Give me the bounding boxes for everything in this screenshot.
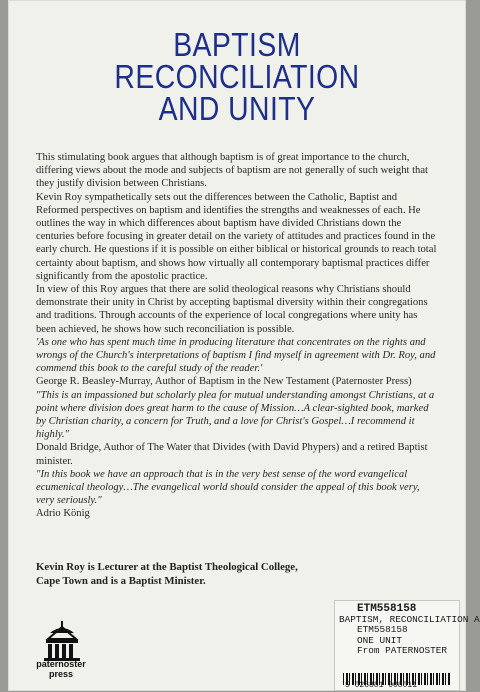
publisher-line-1: paternoster bbox=[36, 659, 86, 669]
blurb-text bbox=[36, 151, 438, 521]
quote-1-attribution: George R. Beasley-Murray, Author of Baptism in the New Testament (Paternoster Press) bbox=[36, 376, 412, 388]
quote-1-text: 'As one who has spent much time in producing literature that concentrates on the rights and wrongs of the Church's interpretations of baptism I find myself in agreement with Dr. Roy, and commend this book to the careful study of the reader.' bbox=[36, 336, 436, 375]
barcode-number: 5 028881 008011 bbox=[345, 681, 418, 690]
retail-sticker bbox=[334, 600, 480, 691]
sticker-line-3: ETM558158 bbox=[357, 624, 408, 635]
publisher-name bbox=[30, 659, 92, 679]
quote-3-text: "In this book we have an approach that is in the very best sense of the word evangelical ecumenical theology…The evangelical world should consider the appeal of this book very, very seriously." bbox=[36, 468, 420, 507]
title-line-1: BAPTISM bbox=[173, 26, 301, 63]
sticker-line-4: ONE UNIT bbox=[357, 634, 403, 646]
author-bio bbox=[36, 560, 336, 588]
publisher-line-2: press bbox=[48, 669, 74, 679]
quote-3-attribution: Adrio König bbox=[36, 508, 90, 520]
sticker-line-2: BAPTISM, RECONCILIATION A bbox=[339, 613, 480, 625]
blurb-paragraph-1: This stimulating book argues that although baptism is of great importance to the church, differing views about the mode and subjects of baptism are not generally of such weight that they justify division between Christians. bbox=[36, 152, 428, 190]
sticker-line-5: From PATERNOSTER bbox=[357, 645, 448, 656]
title-line-2: RECONCILIATION bbox=[114, 58, 360, 95]
book-back-cover bbox=[8, 0, 480, 691]
sticker-code: ETM558158 bbox=[357, 603, 417, 615]
blurb-paragraph-2: Kevin Roy sympathetically sets out the differences between the Catholic, Baptist and Reformed perspectives on baptism and identifies the strengths and weaknesses of each. He outlines the way in which differences about baptism have divided Christians down the centuries before focusing in greater detail on the variety of attitudes and practices found in the early church. He questions if it is possible on either biblical or historical grounds to reach total certainty about baptism, and shows how virtually all contemporary baptismal practices differ significantly from the apostolic practice. bbox=[36, 191, 437, 282]
title-line-3: AND UNITY bbox=[158, 90, 316, 127]
blurb-paragraph-3: In view of this Roy argues that there are solid theological reasons why Christians should demonstrate their unity in Christ by accepting baptismal diversity within their congregations and traditions. Through accounts of the experience of local congregations where unity has been achieved, he shows how such reconciliation is possible. bbox=[36, 284, 428, 335]
quote-2-attribution: Donald Bridge, Author of The Water that Divides (with David Phypers) and a retired Baptist minister. bbox=[36, 442, 428, 467]
quote-2-text: "This is an impassioned but scholarly plea for mutual understanding amongst Christians, at a point where division does great harm to the cause of Mission…A clear-sighted book, marked by Christian charity, a concern for Truth, and a love for Christ's Gospel…I recommend it highly." bbox=[36, 389, 435, 441]
author-bio-line-1: Kevin Roy is Lecturer at the Baptist Theological College, bbox=[36, 561, 298, 573]
author-bio-line-2: Cape Town and is a Baptist Minister. bbox=[36, 575, 206, 587]
